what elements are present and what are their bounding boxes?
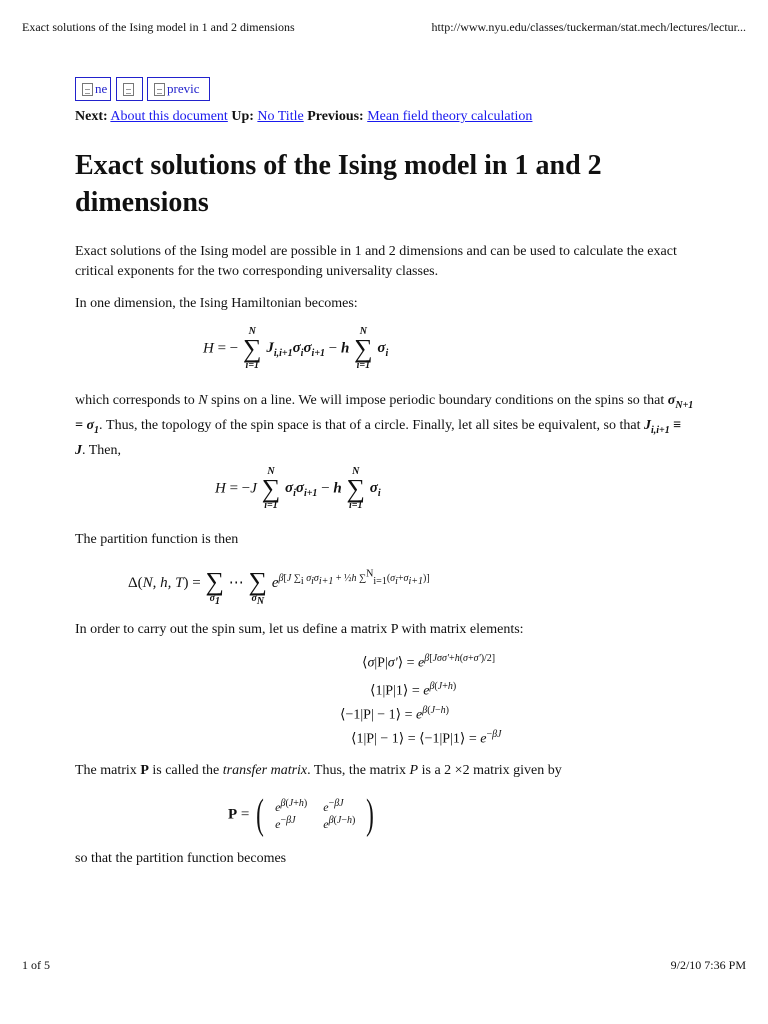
previous-link[interactable]: Mean field theory calculation	[367, 109, 533, 124]
matrix-element-m1-m1: ⟨−1|P| − 1⟩ = $e^{\beta(J-h)}$	[340, 705, 449, 723]
next-label: Next:	[75, 109, 108, 124]
up-link[interactable]: No Title	[257, 109, 304, 124]
image-placeholder-icon	[154, 83, 165, 96]
matrix-element-general: ⟨σ|P|σ'⟩ = $e^{\beta[J\sigma\sigma'+h(\sigma+\sigma')/2]}$	[362, 653, 496, 671]
partition-function-becomes: so that the partition function becomes	[75, 851, 287, 866]
next-link[interactable]: About this document	[110, 109, 228, 124]
print-header	[22, 20, 746, 36]
matrix-element-offdiagonal: ⟨1|P| − 1⟩ = ⟨−1|P|1⟩ = $e^{-\beta J}$	[351, 729, 502, 747]
partition-function-intro: The partition function is then	[75, 532, 239, 547]
transfer-matrix-paragraph: The matrix P is called the transfer matrix. Thus, the matrix P is a 2 ×2 matrix given by	[75, 763, 562, 778]
periodic-boundary-paragraph: which corresponds to N spins on a line. We will impose periodic boundary conditions on the spins so that $\sigma_{N+1} = \sigma_1$. Thus, the topology of the spin space is that of a circle. Finally, let all sites be equivalent, so that $J_{i,i+1} \equiv J$. Then,	[75, 393, 694, 458]
navigation-links	[75, 109, 532, 125]
print-header-url: http://www.nyu.edu/classes/tuckerman/stat.mech/lectures/lectur...	[431, 20, 746, 34]
print-datetime: 9/2/10 7:36 PM	[670, 958, 746, 972]
matrix-element-1-1: ⟨1|P|1⟩ = $e^{\beta(J+h)}$	[370, 681, 457, 699]
image-placeholder-icon	[82, 83, 93, 96]
image-placeholder-icon	[123, 83, 134, 96]
page-title: Exact solutions of the Ising model in 1 and 2 dimensions	[75, 150, 602, 218]
print-header-title: Exact solutions of the Ising model in 1 and 2 dimensions	[22, 20, 295, 34]
previous-button[interactable]: previc	[147, 77, 210, 101]
partition-function-equation: Δ(N, h, T) = ∑ $\sigma_1$ ⋯ ∑ $\sigma_N$ $e^{\beta[J \sum_i \sigma_i\sigma_{i+1} + \frac{1}{2}h \sum^N_{i=1}(\sigma_i+\sigma_{i+1})]}$	[128, 567, 430, 607]
hamiltonian-equation-uniform: H = −J N ∑ i=1 $\sigma_i\sigma_{i+1} - h$ N ∑ i=1 $\sigma_i$	[215, 466, 381, 511]
transfer-matrix-equation: P = ( $e^{\beta(J+h)}$ $e^{-\beta J}$ $e^{-\beta J}$ $e^{\beta(J-h)}$ )	[228, 792, 375, 838]
next-button[interactable]: ne	[75, 77, 111, 101]
up-button[interactable]	[116, 77, 143, 101]
transfer-matrix-intro: In order to carry out the spin sum, let us define a matrix P with matrix elements:	[75, 622, 524, 637]
page-count: 1 of 5	[22, 958, 50, 972]
hamiltonian-intro: In one dimension, the Ising Hamiltonian becomes:	[75, 296, 358, 311]
print-footer	[22, 958, 746, 974]
hamiltonian-equation-1d: H = − N ∑ i=1 $J_{i,i+1}\sigma_i\sigma_{i+1} - h$ N ∑ i=1 $\sigma_i$	[203, 326, 389, 371]
previous-label: Previous:	[307, 109, 364, 124]
up-label: Up:	[231, 109, 254, 124]
intro-paragraph: Exact solutions of the Ising model are possible in 1 and 2 dimensions and can be used to calculate the exact critical exponents for the two corresponding universality classes.	[75, 244, 677, 279]
